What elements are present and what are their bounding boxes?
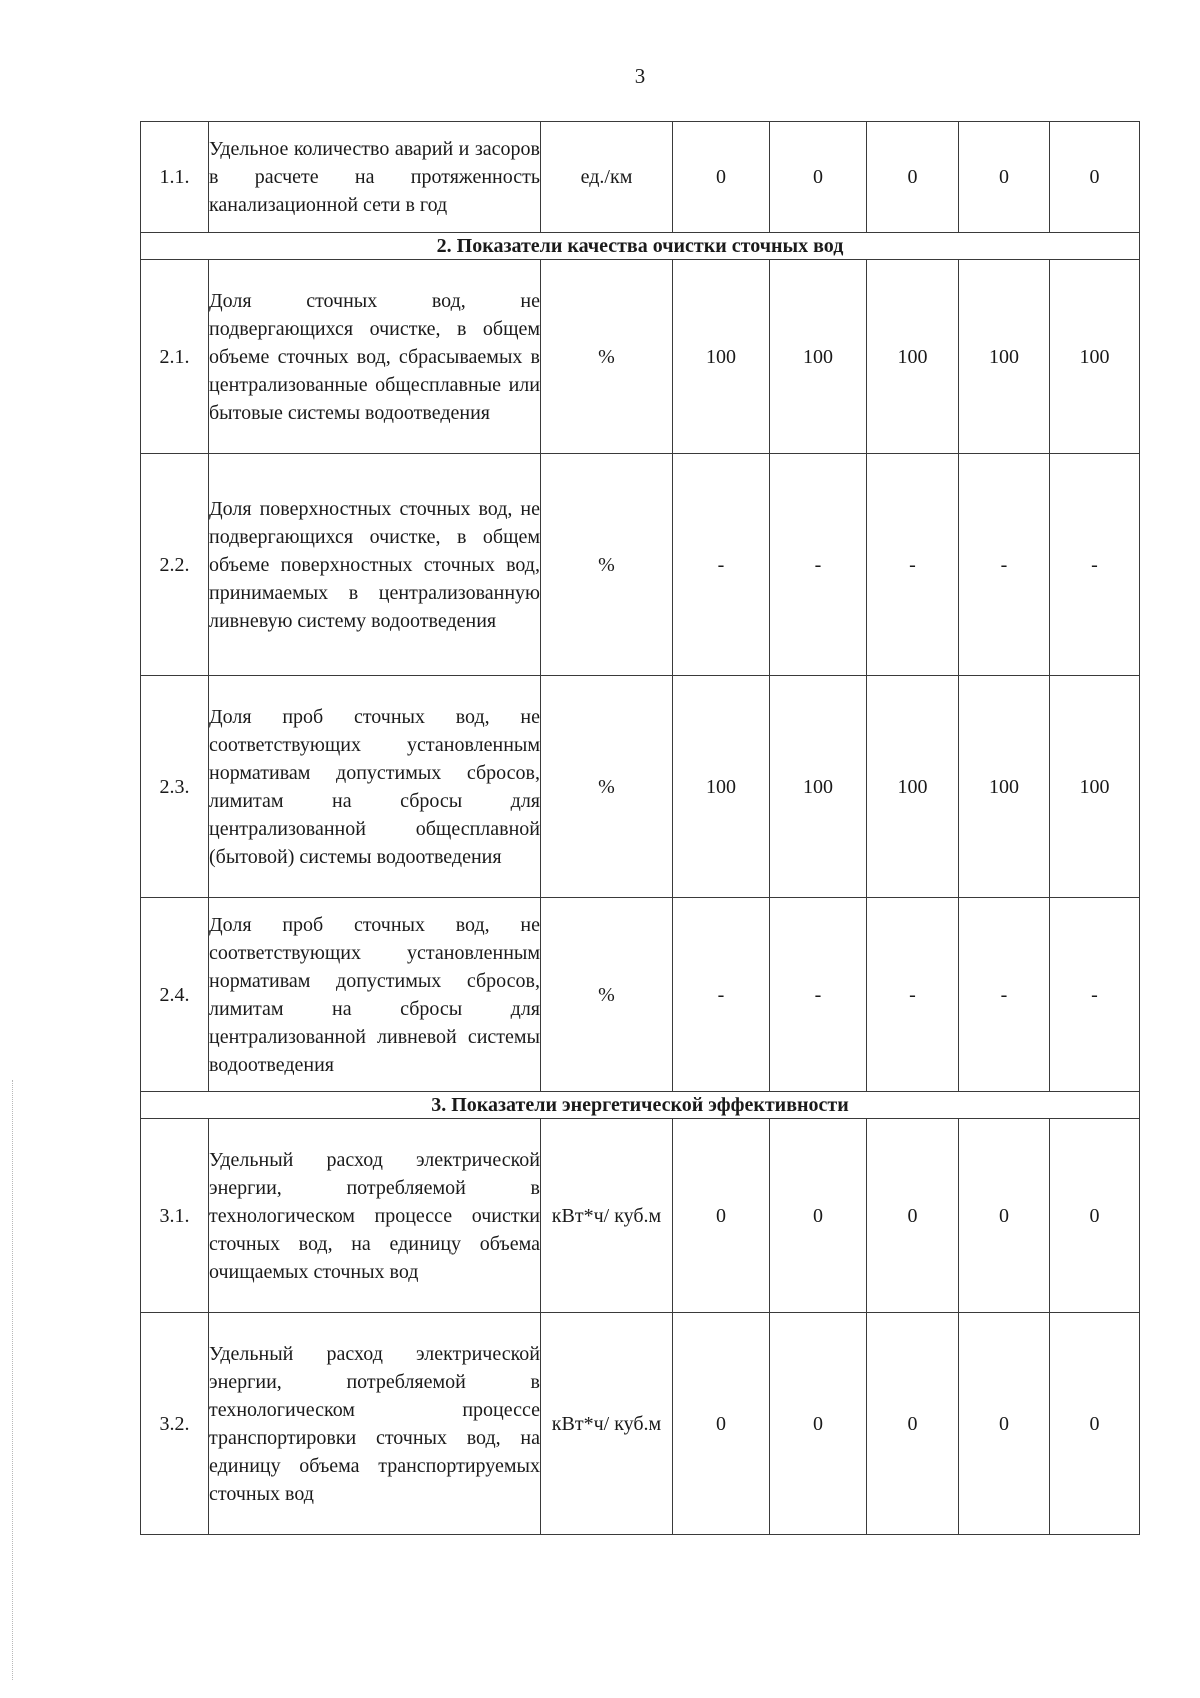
value-cell: 0 — [673, 122, 770, 233]
unit-cell: % — [541, 260, 673, 454]
value-cell: 0 — [770, 122, 867, 233]
value-cell: 0 — [867, 1313, 959, 1535]
value-cell: 0 — [1050, 1119, 1140, 1313]
value-cell: 0 — [959, 122, 1050, 233]
value-cell: 0 — [1050, 122, 1140, 233]
indicator-description: Доля поверхностных сточных вод, не подвергающихся очистке, в общем объеме поверхностных сточных вод, принимаемых в централизованную ливневую систему водоотведения — [209, 454, 541, 676]
row-number: 3.1. — [141, 1119, 209, 1313]
value-cell: - — [770, 454, 867, 676]
indicators-table — [140, 121, 1140, 1535]
value-cell: 0 — [770, 1119, 867, 1313]
value-cell: - — [867, 898, 959, 1092]
row-number: 3.2. — [141, 1313, 209, 1535]
unit-cell: % — [541, 676, 673, 898]
value-cell: - — [867, 454, 959, 676]
scan-margin-line — [12, 1080, 13, 1680]
indicator-description: Удельный расход электрической энергии, потребляемой в технологическом процессе транспортировки сточных вод, на единицу объема транспортируемых сточных вод — [209, 1313, 541, 1535]
row-number: 2.1. — [141, 260, 209, 454]
section-title: 2. Показатели качества очистки сточных вод — [141, 233, 1140, 260]
row-number: 1.1. — [141, 122, 209, 233]
value-cell: 0 — [959, 1313, 1050, 1535]
table-row — [141, 1119, 1140, 1313]
value-cell: 100 — [959, 676, 1050, 898]
table-row — [141, 122, 1140, 233]
unit-cell: кВт*ч/ куб.м — [541, 1313, 673, 1535]
value-cell: - — [1050, 898, 1140, 1092]
value-cell: 0 — [1050, 1313, 1140, 1535]
value-cell: 0 — [770, 1313, 867, 1535]
unit-cell: % — [541, 454, 673, 676]
indicator-description: Доля проб сточных вод, не соответствующих установленным нормативам допустимых сбросов, лимитам на сбросы для централизованной общесплавной (бытовой) системы водоотведения — [209, 676, 541, 898]
value-cell: 100 — [1050, 260, 1140, 454]
value-cell: - — [673, 454, 770, 676]
value-cell: - — [673, 898, 770, 1092]
value-cell: - — [770, 898, 867, 1092]
value-cell: - — [1050, 454, 1140, 676]
value-cell: 100 — [673, 260, 770, 454]
value-cell: 100 — [1050, 676, 1140, 898]
table-row — [141, 1313, 1140, 1535]
value-cell: 100 — [867, 676, 959, 898]
value-cell: 0 — [959, 1119, 1050, 1313]
row-number: 2.3. — [141, 676, 209, 898]
row-number: 2.4. — [141, 898, 209, 1092]
section-header-row — [141, 233, 1140, 260]
table-row — [141, 898, 1140, 1092]
value-cell: 100 — [770, 676, 867, 898]
indicator-description: Удельный расход электрической энергии, потребляемой в технологическом процессе очистки сточных вод, на единицу объема очищаемых сточных вод — [209, 1119, 541, 1313]
indicator-description: Доля сточных вод, не подвергающихся очистке, в общем объеме сточных вод, сбрасываемых в централизованные общесплавные или бытовые системы водоотведения — [209, 260, 541, 454]
page-number: 3 — [634, 64, 646, 88]
value-cell: 100 — [867, 260, 959, 454]
table-row — [141, 676, 1140, 898]
value-cell: 100 — [770, 260, 867, 454]
value-cell: 0 — [867, 1119, 959, 1313]
indicator-description: Доля проб сточных вод, не соответствующих установленным нормативам допустимых сбросов, лимитам на сбросы для централизованной ливневой системы водоотведения — [209, 898, 541, 1092]
row-number: 2.2. — [141, 454, 209, 676]
unit-cell: кВт*ч/ куб.м — [541, 1119, 673, 1313]
unit-cell: ед./км — [541, 122, 673, 233]
section-title: 3. Показатели энергетической эффективности — [141, 1092, 1140, 1119]
value-cell: 0 — [673, 1313, 770, 1535]
value-cell: - — [959, 454, 1050, 676]
value-cell: 0 — [673, 1119, 770, 1313]
value-cell: 100 — [959, 260, 1050, 454]
table-row — [141, 260, 1140, 454]
unit-cell: % — [541, 898, 673, 1092]
value-cell: - — [959, 898, 1050, 1092]
section-header-row — [141, 1092, 1140, 1119]
table-row — [141, 454, 1140, 676]
indicator-description: Удельное количество аварий и засоров в расчете на протяженность канализационной сети в год — [209, 122, 541, 233]
value-cell: 100 — [673, 676, 770, 898]
table-body — [141, 122, 1140, 1535]
value-cell: 0 — [867, 122, 959, 233]
